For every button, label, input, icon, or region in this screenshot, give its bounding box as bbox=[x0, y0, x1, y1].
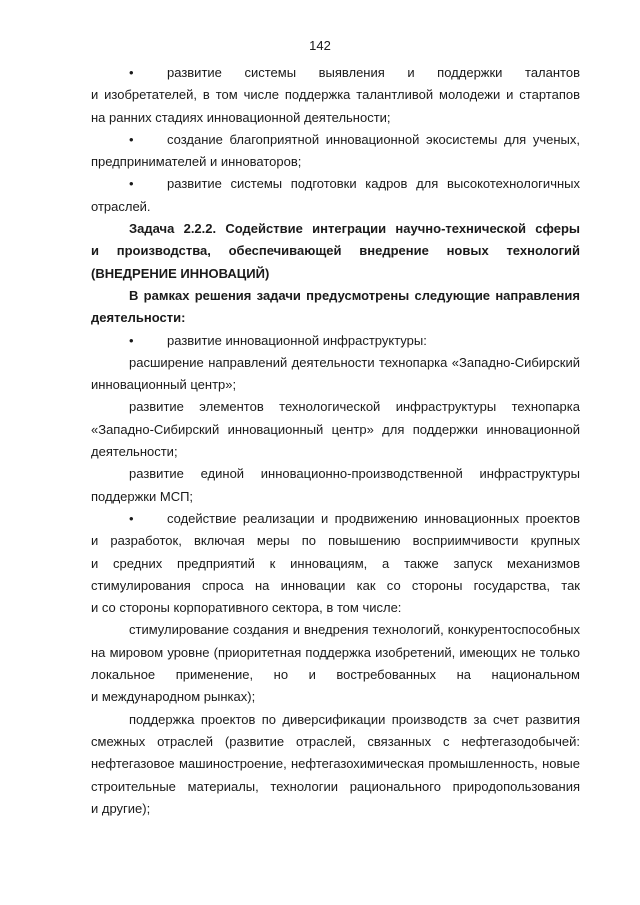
paragraph bbox=[91, 619, 580, 708]
paragraph bbox=[91, 709, 580, 820]
paragraph bbox=[91, 196, 580, 218]
text-line: и производства, обеспечивающей внедрение новых технологий bbox=[91, 243, 580, 259]
bullet-item bbox=[91, 129, 580, 151]
text-line: поддержка проектов по диверсификации производств за счет развития bbox=[129, 711, 580, 727]
paragraph bbox=[91, 84, 580, 129]
section-heading bbox=[91, 218, 580, 285]
text-line: развитие системы подготовки кадров для высокотехнологичных bbox=[167, 176, 580, 192]
text-line: создание благоприятной инновационной экосистемы для ученых, bbox=[167, 131, 580, 147]
paragraph bbox=[91, 530, 580, 619]
bullet-item bbox=[91, 330, 580, 352]
bullet-item bbox=[91, 508, 580, 530]
text-line: нефтегазовое машиностроение, нефтегазохимическая промышленность, новые bbox=[91, 756, 580, 772]
text-line: на мировом уровне (приоритетная поддержка изобретений, имеющих не только bbox=[91, 644, 580, 660]
text-line: деятельности: bbox=[91, 310, 186, 326]
text-line: (ВНЕДРЕНИЕ ИННОВАЦИЙ) bbox=[91, 265, 270, 281]
bullet-marker: • bbox=[129, 332, 134, 348]
text-line: развитие системы выявления и поддержки талантов bbox=[167, 65, 580, 80]
text-line: и изобретателей, в том числе поддержка талантливой молодежи и стартапов bbox=[91, 87, 580, 103]
section-heading bbox=[91, 285, 580, 330]
text-line: и другие); bbox=[91, 800, 151, 816]
text-line: развитие инновационной инфраструктуры: bbox=[167, 332, 427, 348]
text-line: поддержки МСП; bbox=[91, 488, 194, 504]
bullet-marker: • bbox=[129, 176, 134, 192]
text-line: Задача 2.2.2. Содействие интеграции научно-технической сферы bbox=[129, 221, 580, 237]
text-line: деятельности; bbox=[91, 444, 178, 460]
text-line: и разработок, включая меры по повышению восприимчивости крупных bbox=[91, 533, 580, 549]
paragraph bbox=[91, 396, 580, 463]
text-line: расширение направлений деятельности технопарка «Западно-Сибирский bbox=[129, 354, 580, 370]
bullet-marker: • bbox=[129, 131, 134, 147]
text-line: на ранних стадиях инновационной деятельности; bbox=[91, 109, 391, 125]
page-number: 142 bbox=[309, 38, 331, 53]
bullet-item bbox=[91, 62, 580, 84]
paragraph bbox=[91, 352, 580, 397]
text-line: предпринимателей и инноваторов; bbox=[91, 154, 302, 170]
text-line: развитие единой инновационно-производственной инфраструктуры bbox=[129, 466, 580, 482]
text-line: строительные материалы, технологии рационального природопользования bbox=[91, 778, 580, 794]
bullet-marker: • bbox=[129, 510, 134, 526]
text-line: и со стороны корпоративного сектора, в том числе: bbox=[91, 600, 402, 616]
text-line: В рамках решения задачи предусмотрены следующие направления bbox=[129, 287, 580, 303]
text-line: и средних предприятий к инновациям, а также запуск механизмов bbox=[91, 555, 580, 571]
text-line: содействие реализации и продвижению инновационных проектов bbox=[167, 510, 580, 526]
bullet-item bbox=[91, 173, 580, 195]
text-line: «Западно-Сибирский инновационный центр» для поддержки инновационной bbox=[91, 421, 580, 437]
text-line: инновационный центр»; bbox=[91, 377, 237, 393]
text-line: отраслей. bbox=[91, 198, 151, 214]
document-body bbox=[91, 62, 580, 820]
text-line: стимулирование создания и внедрения технологий, конкурентоспособных bbox=[129, 622, 580, 638]
text-line: стимулирования спроса на инновации как со стороны государства, так bbox=[91, 577, 580, 593]
paragraph bbox=[91, 463, 580, 508]
text-line: развитие элементов технологической инфраструктуры технопарка bbox=[129, 399, 580, 415]
text-line: локальное применение, но и востребованных на национальном bbox=[91, 667, 580, 683]
bullet-marker: • bbox=[129, 65, 134, 80]
text-line: смежных отраслей (развитие отраслей, связанных с нефтегазодобычей: bbox=[91, 733, 580, 749]
text-line: и международном рынках); bbox=[91, 689, 256, 705]
paragraph bbox=[91, 151, 580, 173]
